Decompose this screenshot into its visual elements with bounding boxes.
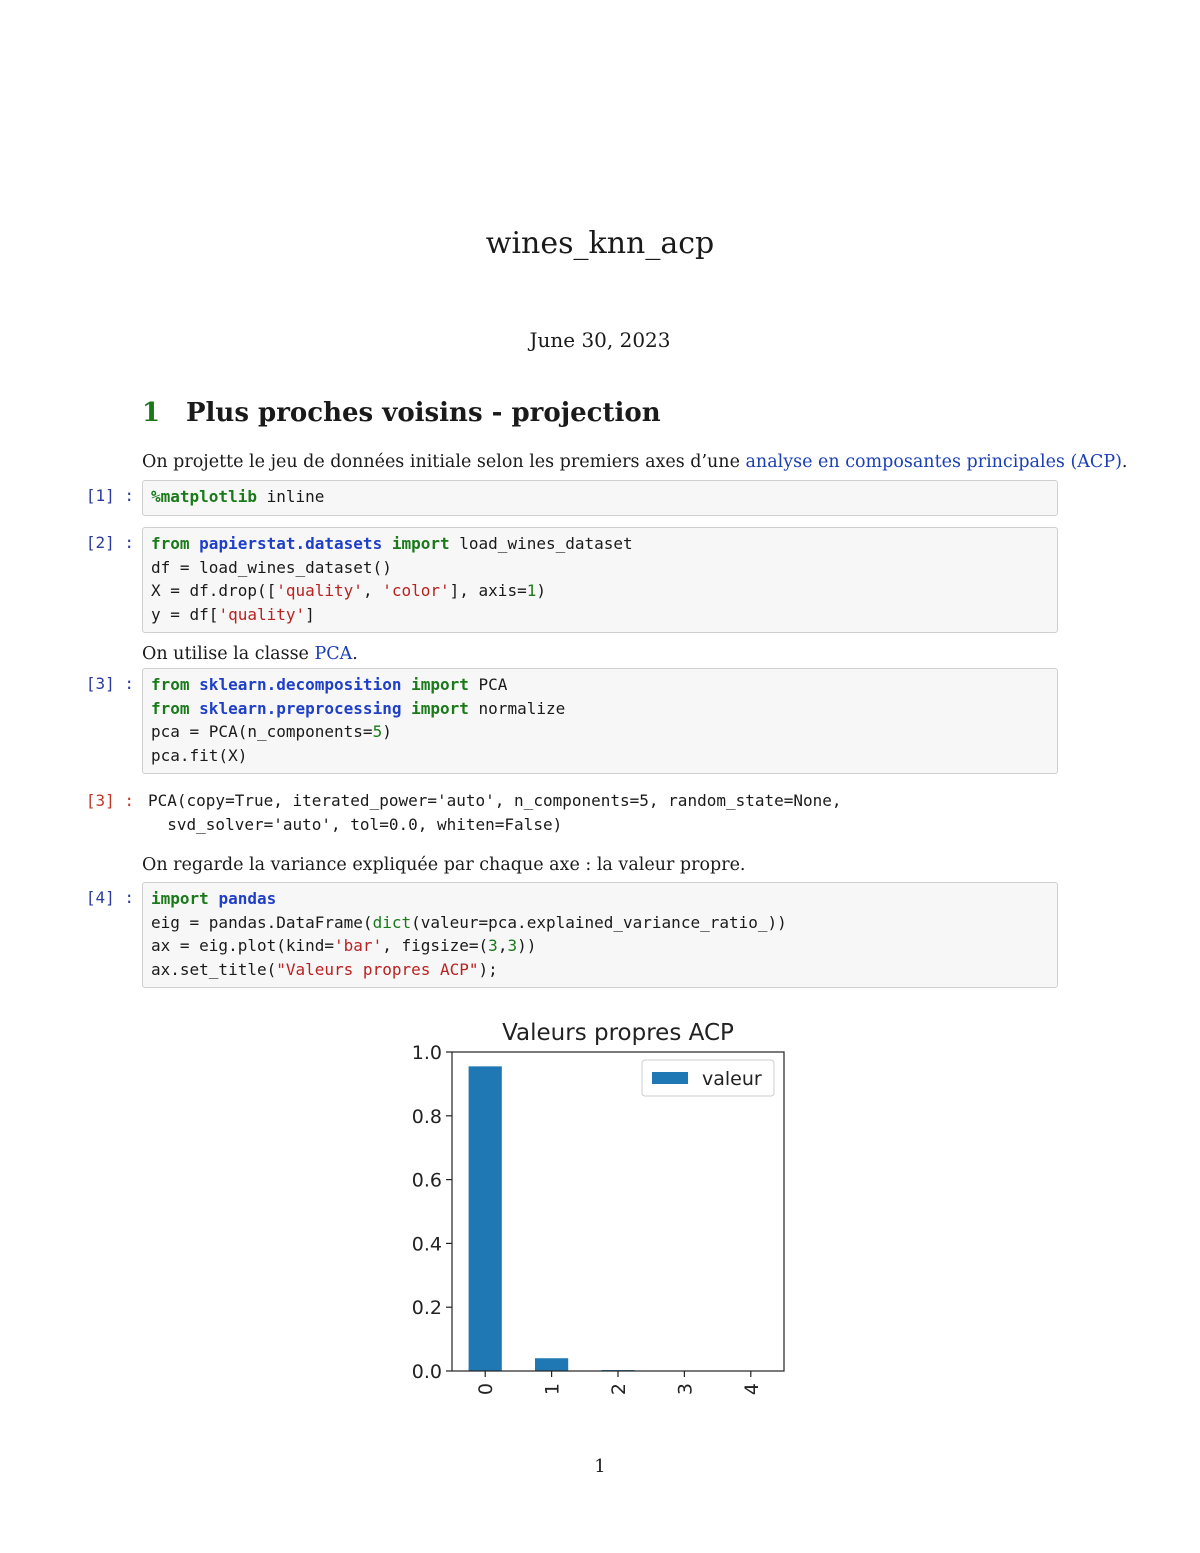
code-keyword: import: [411, 698, 469, 718]
input-prompt-4: [4] :: [85, 888, 134, 907]
output-prompt-3: [3] :: [85, 791, 134, 810]
magic-command: %matplotlib: [151, 487, 257, 506]
code-keyword: import: [411, 675, 469, 694]
y-tick-label: 1.0: [411, 1042, 442, 1064]
pca-tail: .: [352, 644, 358, 664]
code-keyword: import: [391, 534, 450, 553]
code-string: 'bar': [334, 936, 383, 955]
code-string: 'color': [382, 581, 450, 600]
code-text: ): [536, 581, 546, 600]
y-tick-label: 0.0: [411, 1361, 442, 1383]
code-text: X = df.drop([: [151, 581, 277, 600]
code-text: inline: [256, 487, 325, 506]
code-keyword: from: [151, 534, 190, 553]
bar-1: [535, 1358, 568, 1371]
code-keyword: import: [151, 889, 209, 908]
section-title: Plus proches voisins - projection: [186, 398, 661, 428]
x-tick-label: 2: [608, 1383, 630, 1396]
code-builtin: dict: [372, 912, 412, 932]
code-text: ]: [305, 604, 315, 624]
input-prompt-3: [3] :: [85, 674, 134, 693]
intro-paragraph: [142, 452, 1128, 472]
code-keyword: from: [151, 675, 190, 694]
eigenvalue-bar-chart: [390, 1010, 810, 1430]
code-line: df = load_wines_dataset(): [151, 557, 392, 577]
code-number: 3: [488, 936, 498, 955]
chart-title: Valeurs propres ACP: [502, 1020, 734, 1046]
pca-link[interactable]: PCA: [314, 644, 353, 664]
code-module: papierstat.datasets: [199, 534, 383, 553]
bar-group: [469, 1066, 768, 1371]
chart-legend: [642, 1060, 774, 1096]
code-text: ax = eig.plot(kind=: [151, 936, 335, 955]
code-text: y = df[: [151, 604, 219, 624]
section-number: 1: [142, 398, 161, 428]
code-module: pandas: [218, 889, 277, 908]
x-tick-label: 1: [541, 1383, 564, 1396]
code-string: 'quality': [218, 604, 306, 624]
code-text: load_wines_dataset: [449, 534, 633, 553]
intro-text: On projette le jeu de données initiale selon les premiers axes d’une: [142, 452, 746, 472]
code-number: 3: [507, 936, 518, 955]
code-module: sklearn.decomposition: [199, 675, 402, 694]
code-text: , figsize=(: [382, 936, 489, 955]
code-line: pca.fit(X): [151, 745, 248, 765]
pca-text: On utilise la classe: [142, 644, 315, 664]
x-tick-label: 3: [674, 1383, 697, 1396]
code-text: ], axis=: [449, 581, 527, 600]
code-text: );: [478, 959, 498, 979]
legend-label: valeur: [702, 1068, 762, 1090]
pca-paragraph: [142, 644, 358, 664]
code-text: (valeur=pca.explained_variance_ratio_)): [411, 912, 787, 932]
acp-link[interactable]: analyse en composantes principales (ACP): [745, 452, 1122, 472]
code-text: ax.set_title(: [151, 959, 277, 979]
code-cell-4[interactable]: [142, 882, 1058, 988]
y-tick-label: 0.4: [411, 1233, 442, 1256]
code-cell-1[interactable]: [142, 480, 1058, 516]
code-text: ,: [362, 581, 383, 600]
x-tick-label: 4: [740, 1383, 763, 1396]
output-cell-3: [148, 789, 842, 837]
y-tick-label: 0.8: [411, 1105, 442, 1128]
x-tick-label: 0: [475, 1383, 498, 1396]
section-heading: [142, 398, 661, 428]
input-prompt-1: [1] :: [85, 486, 134, 505]
code-text: normalize: [468, 698, 566, 718]
code-cell-3[interactable]: [142, 668, 1058, 774]
page-number: 1: [594, 1456, 606, 1477]
code-text: pca = PCA(n_components=: [151, 722, 373, 741]
code-text: eig = pandas.DataFrame(: [151, 912, 373, 932]
code-keyword: from: [151, 698, 190, 718]
legend-swatch: [652, 1072, 688, 1084]
variance-paragraph: [142, 855, 746, 875]
code-string: "Valeurs propres ACP": [276, 959, 479, 979]
intro-tail: .: [1121, 452, 1128, 472]
code-number: 5: [372, 722, 383, 741]
document-date: June 30, 2023: [529, 328, 671, 352]
code-text: )): [517, 936, 537, 955]
code-cell-2[interactable]: [142, 527, 1058, 633]
document-title: wines_knn_acp: [485, 226, 715, 261]
output-line: svd_solver='auto', tol=0.0, whiten=False): [148, 815, 563, 834]
output-line: PCA(copy=True, iterated_power='auto', n_components=5, random_state=None,: [148, 791, 842, 810]
x-axis: [475, 1371, 763, 1395]
y-axis: [412, 1042, 452, 1383]
code-text: ,: [497, 936, 508, 955]
code-string: 'quality': [276, 581, 363, 600]
y-tick-label: 0.2: [411, 1297, 442, 1320]
code-number: 1: [526, 581, 537, 600]
bar-0: [469, 1066, 502, 1371]
variance-text: On regarde la variance expliquée par chaque axe : la valeur propre.: [142, 855, 746, 875]
code-text: ): [382, 722, 392, 741]
y-tick-label: 0.6: [411, 1169, 442, 1192]
code-module: sklearn.preprocessing: [199, 698, 402, 718]
code-text: PCA: [468, 675, 508, 694]
input-prompt-2: [2] :: [85, 533, 134, 552]
